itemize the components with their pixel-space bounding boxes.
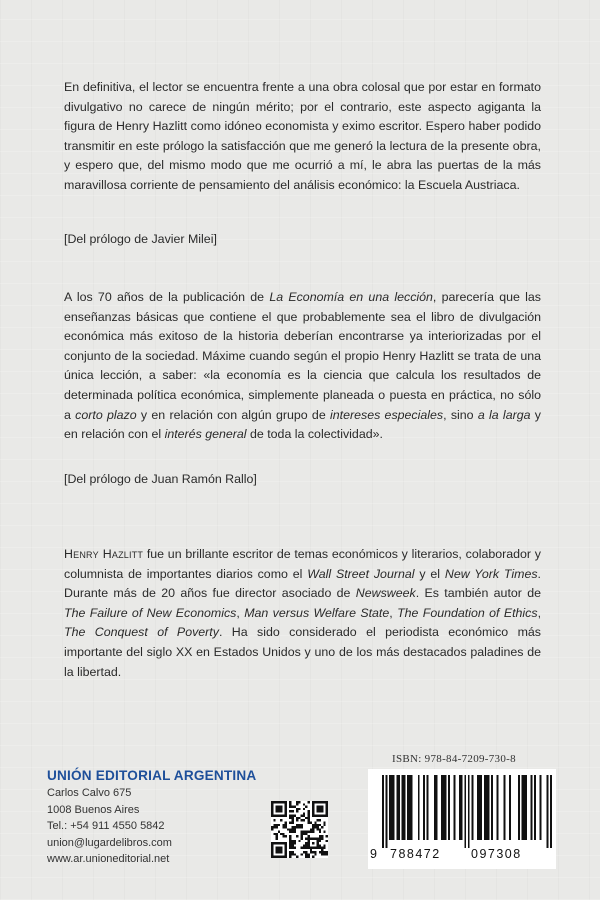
emphasis: a la larga: [477, 407, 531, 422]
author-bio: [64, 545, 541, 682]
barcode-icon: [382, 775, 552, 848]
emphasis: intereses especiales: [330, 407, 444, 422]
publisher-name: UNIÓN EDITORIAL ARGENTINA: [47, 768, 257, 783]
book-title: La Economía en una lección: [269, 290, 433, 304]
text-run: . Ha sido considerado el periodista económico más importante del siglo XX en Estados Unidos y uno de los más destacados paladines de la libertad.: [64, 625, 541, 679]
prologue-rallo-signature: [Del prólogo de Juan Ramón Rallo]: [64, 472, 257, 486]
book-title: The Conquest of Poverty: [64, 625, 219, 640]
text-run: ,: [236, 605, 245, 620]
publisher-info: [47, 768, 256, 868]
isbn-label: ISBN: 978-84-7209-730-8: [392, 753, 516, 765]
publisher-address-city: 1008 Buenos Aires: [47, 803, 140, 816]
publication-name: Wall Street Journal: [307, 566, 415, 581]
text-run: . Es también autor de: [415, 586, 542, 601]
text-run: , sino: [443, 407, 478, 422]
publication-name: New York Times: [444, 566, 538, 581]
text-run: y el: [414, 566, 445, 581]
prologue-milei-signature: [Del prólogo de Javier Milei]: [64, 232, 217, 246]
text-run: y en relación con algún grupo de: [136, 407, 330, 422]
publisher-phone: Tel.: +54 911 4550 5842: [47, 820, 165, 833]
barcode-digit-first: 9: [370, 847, 378, 861]
emphasis: corto plazo: [75, 407, 137, 422]
text-run: de toda la colectividad».: [246, 427, 383, 442]
publisher-email: union@lugardelibros.com: [47, 836, 172, 849]
prologue-rallo-text: [64, 288, 541, 445]
text-run: ,: [389, 605, 398, 620]
publication-name: Newsweek: [355, 586, 416, 601]
text-run: y en relación con el: [64, 407, 541, 442]
text-run: ,: [537, 605, 542, 620]
barcode-digits-left: 788472: [390, 847, 441, 861]
publisher-website: www.ar.unioneditorial.net: [47, 853, 170, 866]
barcode-digits-right: 097308: [471, 847, 522, 861]
text-run: . Durante más de 20 años fue director asociado de: [64, 566, 541, 601]
book-title: The Failure of New Economics: [64, 605, 237, 620]
text-run: A los 70 años de la publicación de: [64, 290, 270, 304]
barcode-area: [368, 769, 556, 869]
qr-code-icon: [271, 801, 328, 858]
book-title: The Foundation of Ethics: [397, 605, 538, 620]
text-run: fue un brillante escritor de temas económicos y literarios, colaborador y columnista de importantes diarios como el: [64, 547, 541, 581]
prologue-milei-text: En definitiva, el lector se encuentra frente a una obra colosal que por estar en formato divulgativo no carece de ningún mérito; por el contrario, este aspecto agiganta la figura de Henry Hazlitt como idóneo economista y eximo escritor. Espero haber podido transmitir en este prólogo la satisfacción que me generó la lectura de la presente obra, y espero que, del mismo modo que me ocurrió a mí, le abra las puertas de la más maravillosa corriente de pensamiento del análisis económico: la Escuela Austriaca.: [64, 80, 541, 192]
book-title: Man versus Welfare State: [244, 605, 390, 620]
emphasis: interés general: [164, 427, 247, 442]
publisher-address-street: Carlos Calvo 675: [47, 787, 132, 799]
text-run: , parecería que las enseñanzas básicas que contiene el que probablemente sea el libro de divulgación económica más exitoso de la historia deberían encontrarse ya interiorizadas por el conjunto de la sociedad. Máxime cuando según el propio Henry Hazlitt se trata de una única lección, a saber: «la economía es la ciencia que calcula los resultados de determinada política económica, simplemente planeada o puesta en práctica, no sólo a: [64, 290, 541, 422]
author-name: Henry Hazlitt: [64, 547, 144, 561]
